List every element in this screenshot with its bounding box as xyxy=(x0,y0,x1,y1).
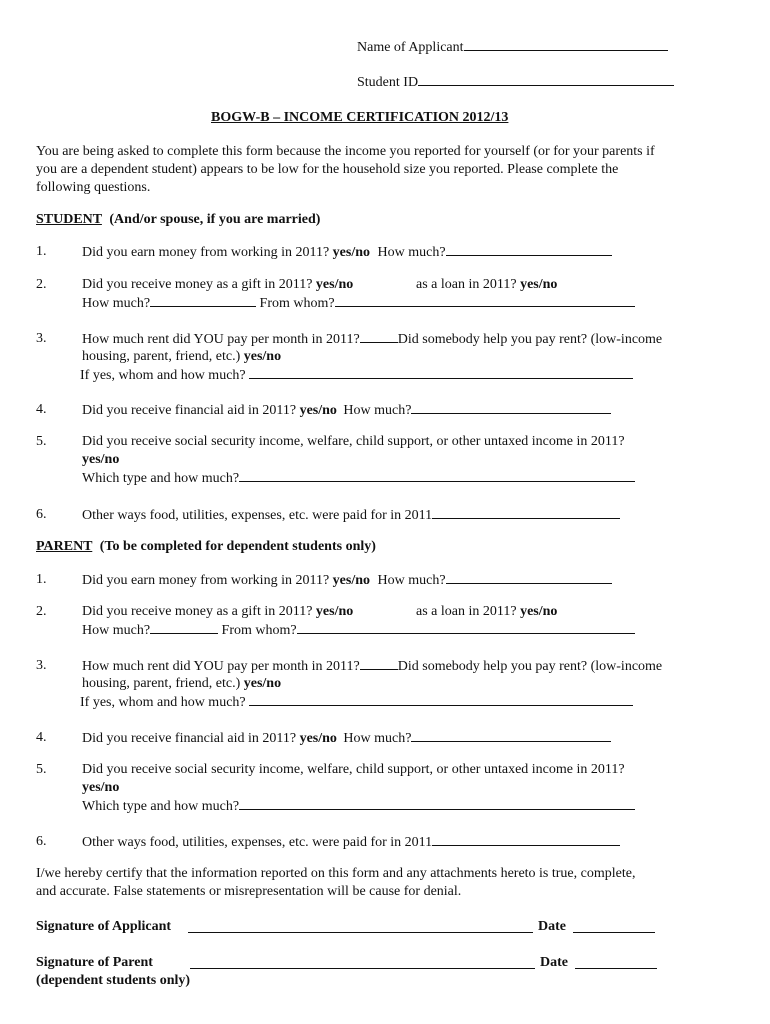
applicant-signature-line[interactable] xyxy=(188,932,533,933)
student-q5-number: 5. xyxy=(36,434,47,449)
student-q4 xyxy=(82,401,611,420)
intro-line-1: You are being asked to complete this form because the income you reported for yourself (or for your parents if xyxy=(36,144,655,159)
student-id-label: Student ID xyxy=(357,75,419,90)
parent-q3-number: 3. xyxy=(36,658,47,673)
parent-q2-number: 2. xyxy=(36,604,47,619)
parent-q1-how-much-label: How much? xyxy=(377,573,446,588)
student-id-blank[interactable] xyxy=(418,73,674,86)
student-q1-text: Did you earn money from working in 2011? xyxy=(82,245,330,260)
student-q2-loan xyxy=(416,276,557,294)
form-title: BOGW-B – INCOME CERTIFICATION 2012/13 xyxy=(211,110,509,125)
student-q3-whom-label: If yes, whom and how much? xyxy=(80,368,246,383)
student-q2-line2 xyxy=(82,294,635,313)
name-of-applicant-label: Name of Applicant xyxy=(357,40,464,55)
parent-q4-how-much-label: How much? xyxy=(343,731,412,746)
student-q3-line3 xyxy=(80,366,633,385)
parent-heading-note: (To be completed for dependent students only) xyxy=(99,539,376,554)
parent-q3-line2 xyxy=(82,675,281,693)
student-q2-from-whom-label: From whom? xyxy=(259,296,335,311)
parent-q6-number: 6. xyxy=(36,834,47,849)
parent-q3-help-text: Did somebody help you pay rent? (low-income xyxy=(397,659,663,674)
student-q1-number: 1. xyxy=(36,244,47,259)
parent-q3-rent-blank[interactable] xyxy=(360,657,398,670)
parent-signature-note: (dependent students only) xyxy=(36,973,191,988)
student-q3-rent-blank[interactable] xyxy=(360,330,398,343)
student-q3-help-text: Did somebody help you pay rent? (low-income xyxy=(397,332,663,347)
parent-date-line[interactable] xyxy=(575,968,657,969)
parent-q4 xyxy=(82,729,611,748)
student-section-heading xyxy=(36,211,320,229)
parent-q2-line1 xyxy=(82,603,353,621)
parent-q3-line1 xyxy=(82,657,662,676)
parent-q2-text: Did you receive money as a gift in 2011? xyxy=(82,604,313,619)
student-q5-type-label: Which type and how much? xyxy=(82,471,240,486)
parent-q3-whom-label: If yes, whom and how much? xyxy=(80,695,246,710)
student-q3-whom-blank[interactable] xyxy=(249,366,633,379)
parent-q1-how-much-blank[interactable] xyxy=(446,571,612,584)
parent-q2-loan-yesno[interactable]: yes/no xyxy=(520,604,558,619)
certify-line-2: and accurate. False statements or misrepresentation will be cause for denial. xyxy=(36,884,462,899)
student-q4-text: Did you receive financial aid in 2011? xyxy=(82,403,297,418)
name-of-applicant-field[interactable] xyxy=(357,38,668,57)
student-q4-number: 4. xyxy=(36,402,47,417)
parent-date-label: Date xyxy=(540,955,568,970)
student-q3-line2-text: housing, parent, friend, etc.) xyxy=(82,349,241,364)
student-q6-number: 6. xyxy=(36,507,47,522)
student-q2-from-whom-blank[interactable] xyxy=(335,294,635,307)
student-q3-number: 3. xyxy=(36,331,47,346)
parent-q6-text: Other ways food, utilities, expenses, etc. were paid for in 2011 xyxy=(82,835,433,850)
student-q6-text: Other ways food, utilities, expenses, etc. were paid for in 2011 xyxy=(82,508,433,523)
parent-q4-number: 4. xyxy=(36,730,47,745)
parent-q1-text: Did you earn money from working in 2011? xyxy=(82,573,330,588)
parent-q5-type xyxy=(82,797,635,816)
parent-signature-line[interactable] xyxy=(190,968,535,969)
parent-q3-line2-text: housing, parent, friend, etc.) xyxy=(82,676,241,691)
student-q2-line1 xyxy=(82,276,353,294)
student-q5-type xyxy=(82,469,635,488)
student-q2-how-much-label: How much? xyxy=(82,296,151,311)
parent-section-heading xyxy=(36,538,376,556)
student-q5-text: Did you receive social security income, welfare, child support, or other untaxed income in 2011? xyxy=(82,434,625,449)
parent-q2-line2 xyxy=(82,621,635,640)
name-of-applicant-blank[interactable] xyxy=(464,38,668,51)
applicant-date-line[interactable] xyxy=(573,932,655,933)
parent-q2-yesno[interactable]: yes/no xyxy=(315,604,354,619)
student-q5-yesno[interactable]: yes/no xyxy=(82,452,120,467)
parent-q2-how-much-label: How much? xyxy=(82,623,151,638)
parent-q6-blank[interactable] xyxy=(432,833,620,846)
parent-q1-yesno[interactable]: yes/no xyxy=(332,573,370,588)
student-q6-blank[interactable] xyxy=(432,506,620,519)
parent-q1 xyxy=(82,571,612,590)
parent-q5-type-label: Which type and how much? xyxy=(82,799,240,814)
applicant-signature-label: Signature of Applicant xyxy=(36,919,172,934)
student-heading-note: (And/or spouse, if you are married) xyxy=(109,212,321,227)
certify-line-1: I/we hereby certify that the information reported on this form and any attachments hereto is true, complete, xyxy=(36,866,636,881)
parent-q5-text: Did you receive social security income, welfare, child support, or other untaxed income in 2011? xyxy=(82,762,625,777)
parent-heading-label: PARENT xyxy=(36,539,93,554)
parent-q4-how-much-blank[interactable] xyxy=(411,729,611,742)
student-q5-type-blank[interactable] xyxy=(239,469,635,482)
student-q3-line2 xyxy=(82,348,281,366)
parent-q3-text: How much rent did YOU pay per month in 2011? xyxy=(82,659,360,674)
student-q1 xyxy=(82,243,612,262)
intro-line-2: you are a dependent student) appears to be low for the household size you reported. Please complete the xyxy=(36,162,619,177)
parent-q3-yesno[interactable]: yes/no xyxy=(243,676,282,691)
parent-q4-yesno[interactable]: yes/no xyxy=(299,731,337,746)
parent-q3-whom-blank[interactable] xyxy=(249,693,633,706)
student-q2-how-much-blank[interactable] xyxy=(150,294,256,307)
parent-q2-loan-text: as a loan in 2011? xyxy=(416,604,517,619)
student-q2-loan-yesno[interactable]: yes/no xyxy=(520,277,558,292)
student-q2-yesno[interactable]: yes/no xyxy=(315,277,354,292)
parent-q2-from-whom-label: From whom? xyxy=(221,623,297,638)
student-q1-how-much-blank[interactable] xyxy=(446,243,612,256)
parent-q5-number: 5. xyxy=(36,762,47,777)
student-q4-how-much-label: How much? xyxy=(343,403,412,418)
intro-line-3: following questions. xyxy=(36,180,151,195)
parent-q2-how-much-blank[interactable] xyxy=(150,621,218,634)
parent-q6 xyxy=(82,833,620,852)
student-q4-how-much-blank[interactable] xyxy=(411,401,611,414)
student-q2-number: 2. xyxy=(36,277,47,292)
student-q3-text: How much rent did YOU pay per month in 2011? xyxy=(82,332,360,347)
parent-q4-text: Did you receive financial aid in 2011? xyxy=(82,731,297,746)
student-q2-loan-text: as a loan in 2011? xyxy=(416,277,517,292)
parent-q1-number: 1. xyxy=(36,572,47,587)
applicant-date-label: Date xyxy=(538,919,566,934)
student-q3-yesno[interactable]: yes/no xyxy=(243,349,282,364)
student-q3-line1 xyxy=(82,330,662,349)
student-id-field[interactable] xyxy=(357,73,674,92)
parent-q3-line3 xyxy=(80,693,633,712)
student-q1-yesno[interactable]: yes/no xyxy=(332,245,370,260)
student-q4-yesno[interactable]: yes/no xyxy=(299,403,337,418)
student-q2-text: Did you receive money as a gift in 2011? xyxy=(82,277,313,292)
student-heading-label: STUDENT xyxy=(36,212,102,227)
student-q1-how-much-label: How much? xyxy=(377,245,446,260)
parent-q5-type-blank[interactable] xyxy=(239,797,635,810)
parent-q5-yesno[interactable]: yes/no xyxy=(82,780,120,795)
parent-q2-loan xyxy=(416,603,557,621)
parent-signature-label: Signature of Parent xyxy=(36,955,153,970)
parent-q2-from-whom-blank[interactable] xyxy=(297,621,635,634)
student-q6 xyxy=(82,506,620,525)
